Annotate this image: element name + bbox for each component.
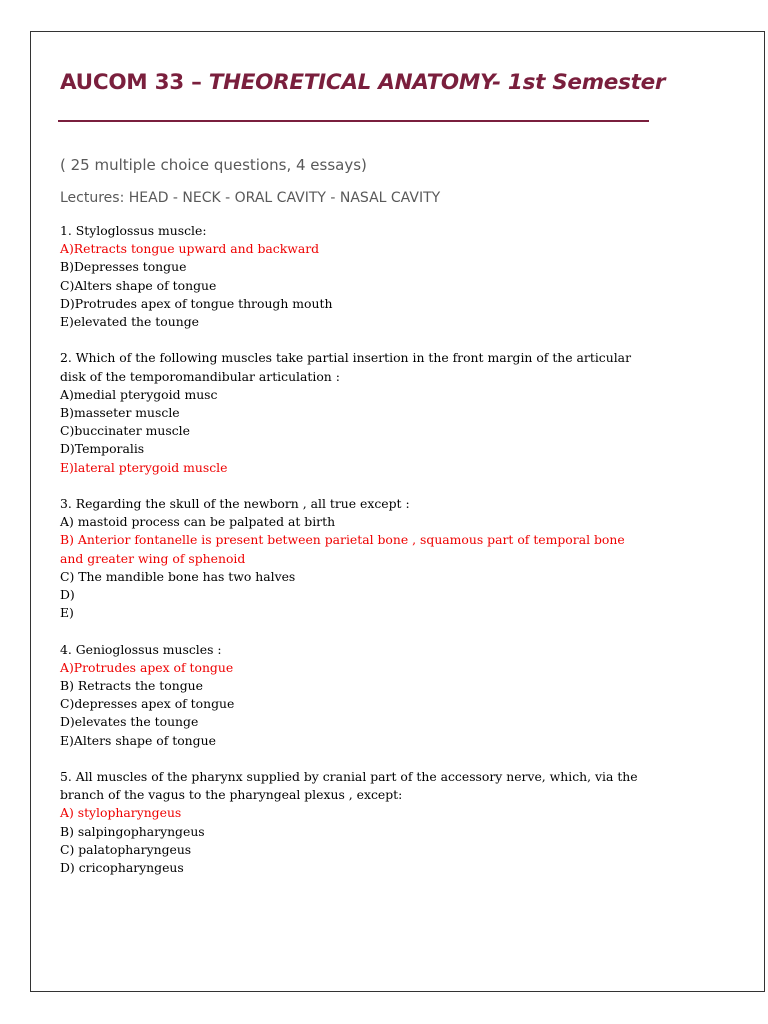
title-underline [58,120,649,122]
answer-option: C) The mandible bone has two halves [60,568,296,584]
answer-option: D)Temporalis [60,441,145,457]
answer-option: D) [60,587,75,603]
correct-answer-option: B) Anterior fontanelle is present between parietal bone , squamous part of temporal bone [60,532,625,548]
title-main: AUCOM 33 – [60,70,209,95]
answer-option: B) Retracts the tongue [60,678,203,694]
correct-answer-option: and greater wing of sphenoid [60,550,246,566]
question-block [60,495,670,622]
question-block [60,768,670,877]
exam-format-subtitle: ( 25 multiple choice questions, 4 essays) [60,156,367,174]
answer-option: B) salpingopharyngeus [60,823,205,839]
answer-option: D) cricopharyngeus [60,860,184,876]
question-block [60,222,670,331]
answer-option: C)buccinater muscle [60,423,190,439]
answer-option: A) mastoid process can be palpated at birth [60,514,336,530]
answer-option: C) palatopharyngeus [60,841,192,857]
answer-option: A)medial pterygoid musc [60,386,218,402]
answer-option: B)Depresses tongue [60,259,187,275]
answer-option: E) [60,605,74,621]
question-list [60,222,670,895]
answer-option: E)Alters shape of tongue [60,732,216,748]
correct-answer-option: E)lateral pterygoid muscle [60,459,228,475]
title-italic: THEORETICAL ANATOMY- 1st Semester [208,70,666,95]
correct-answer-option: A) stylopharyngeus [60,805,182,821]
correct-answer-option: A)Protrudes apex of tongue [60,659,234,675]
question-stem: 1. Styloglossus muscle: [60,223,207,238]
question-stem: 4. Genioglossus muscles : [60,641,222,657]
correct-answer-option: A)Retracts tongue upward and backward [60,241,320,257]
answer-option: B)masseter muscle [60,405,180,421]
question-stem: disk of the temporomandibular articulation : [60,368,340,384]
answer-option: C)Alters shape of tongue [60,277,217,293]
question-block [60,641,670,750]
answer-option: E)elevated the tounge [60,314,199,330]
answer-option: C)depresses apex of tongue [60,696,235,712]
question-stem: branch of the vagus to the pharyngeal plexus , except: [60,787,403,803]
question-stem: 2. Which of the following muscles take partial insertion in the front margin of the articular [60,350,631,366]
lectures-subtitle: Lectures: HEAD - NECK - ORAL CAVITY - NASAL CAVITY [60,190,441,206]
question-stem: 3. Regarding the skull of the newborn , all true except : [60,496,410,512]
answer-option: D)elevates the tounge [60,714,199,730]
question-block [60,349,670,476]
document-title [60,70,665,95]
question-stem: 5. All muscles of the pharynx supplied by cranial part of the accessory nerve, which, via the [60,769,638,785]
answer-option: D)Protrudes apex of tongue through mouth [60,295,333,311]
